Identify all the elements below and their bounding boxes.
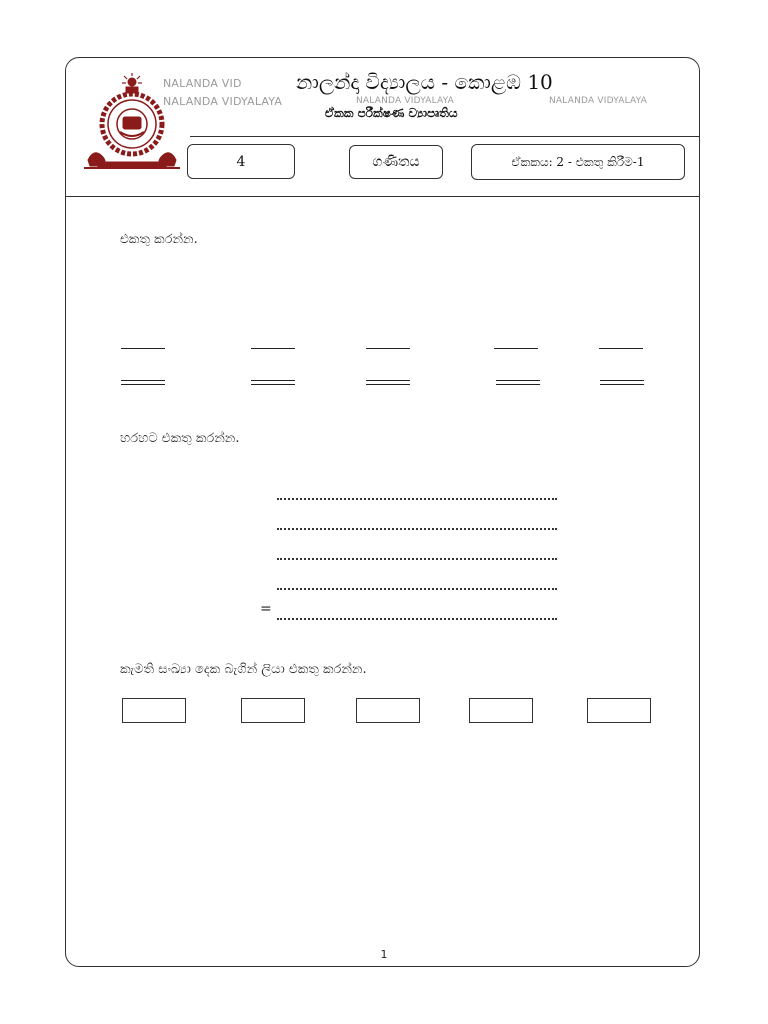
school-title: නාලන්දා විද්‍යාලය - කොළඹ 10 [296,70,553,94]
unit-box [471,144,685,180]
watermark-text: NALANDA VIDYALAYA [549,96,648,106]
number-box[interactable] [356,698,420,723]
subject-value: ගණිතය [372,154,420,170]
dotted-answer-line[interactable] [277,514,557,530]
number-box[interactable] [469,698,533,723]
question-3-instruction: කැමති සංඛ්‍යා දෙක බැගින් ලියා එකතු කරන්න. [120,662,367,677]
answer-total-line[interactable] [251,380,295,385]
answer-total-line[interactable] [496,380,540,385]
dotted-answer-line[interactable] [277,544,557,560]
question-1-instruction: එකතු කරන්න. [120,232,198,247]
answer-line[interactable] [121,348,165,349]
answer-line[interactable] [251,348,295,349]
question-2-instruction: හරහට එකතු කරන්න. [120,431,240,446]
answer-line[interactable] [599,348,643,349]
watermark-text: NALANDA VIDYALAYA [356,96,455,106]
grade-value: 4 [236,153,246,170]
header-divider [190,136,700,137]
dotted-answer-line[interactable] [277,574,557,590]
answer-total-line[interactable] [600,380,644,385]
answer-total-line[interactable] [121,380,165,385]
grade-box [187,144,295,179]
answer-line[interactable] [366,348,410,349]
dotted-answer-line[interactable] [277,484,557,500]
subject-box [349,145,443,179]
answer-total-line[interactable] [366,380,410,385]
number-box[interactable] [241,698,305,723]
answer-line[interactable] [494,348,538,349]
number-box[interactable] [587,698,651,723]
watermark-text: NALANDA VIDYALAYA [163,95,283,108]
page-frame [65,57,700,967]
page-number: 1 [380,948,388,961]
watermark-text: NALANDA VID [163,77,242,90]
header-bottom-divider [66,196,700,197]
dotted-answer-line[interactable] [277,604,557,620]
equals-sign: = [260,601,272,617]
number-box[interactable] [122,698,186,723]
unit-value: ඒකකය: 2 - එකතු කිරීම-1 [511,154,645,169]
worksheet-subtitle: ඒකක පරීක්ෂණ ව්‍යාපෘතිය [325,106,458,120]
